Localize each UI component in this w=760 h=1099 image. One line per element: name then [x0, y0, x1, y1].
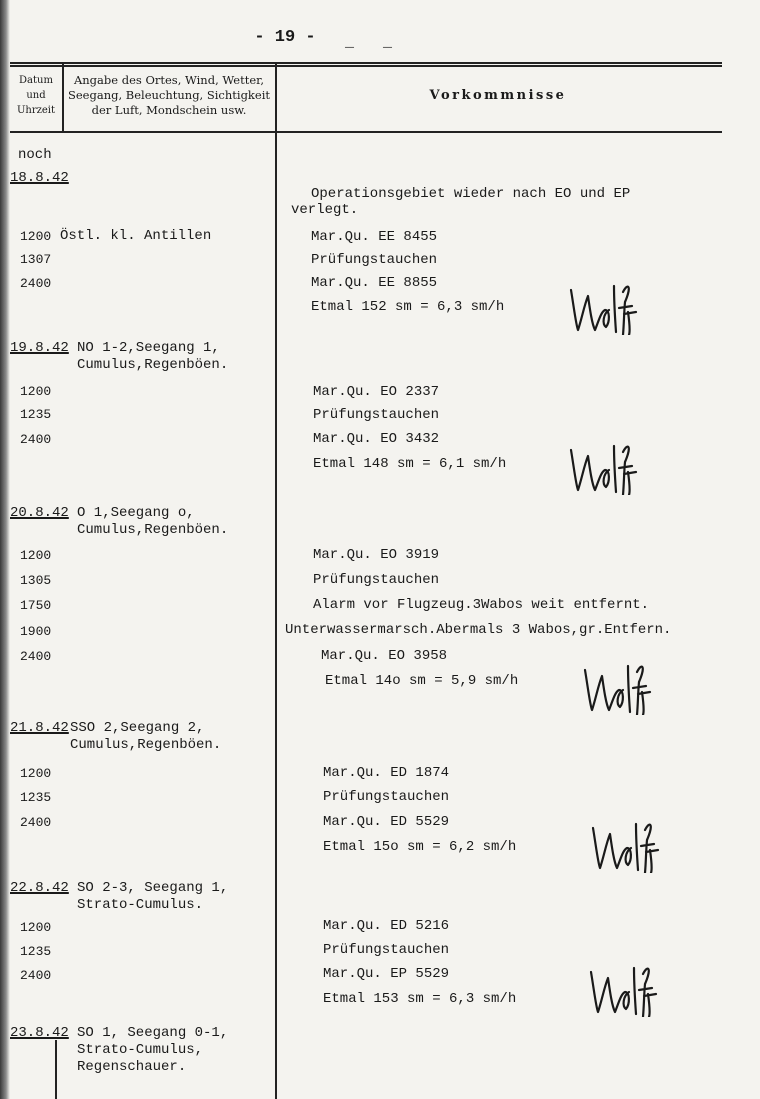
row-time: 1305: [20, 573, 52, 588]
entry-text: Prüfungstauchen: [313, 572, 440, 588]
signature-wolff: [590, 818, 662, 873]
entry-text: verlegt.: [291, 202, 359, 218]
row-time: 1200: [20, 384, 52, 399]
table-top-rule: [10, 62, 722, 64]
header-date-column: Datum und Uhrzeit: [16, 75, 56, 116]
entry-text: Mar.Qu. EO 2337: [313, 384, 440, 400]
entry-text: Mar.Qu. EP 5529: [323, 966, 450, 982]
entry-text: Mar.Qu. ED 5529: [323, 814, 450, 830]
row-time: 1200: [20, 920, 52, 935]
row-time: 1235: [20, 944, 52, 959]
table-top-rule-double: [10, 65, 722, 67]
entry-text: Mar.Qu. EO 3919: [313, 547, 440, 563]
entry-text: Prüfungstauchen: [313, 407, 440, 423]
day-date: 23.8.42: [10, 1025, 69, 1041]
entry-text: Mar.Qu. EO 3958: [321, 648, 448, 664]
page-number: - 19 -: [254, 28, 316, 47]
location-text: SO 2-3, Seegang 1, Strato-Cumulus.: [77, 880, 229, 913]
signature-wolff: [568, 440, 640, 495]
entry-text: Mar.Qu. EE 8855: [311, 275, 438, 291]
header-events-column: Vorkommnisse: [429, 88, 567, 103]
signature-wolff: [582, 660, 654, 715]
entry-text: Prüfungstauchen: [311, 252, 438, 268]
row-time: 2400: [20, 815, 52, 830]
entry-text: Etmal 152 sm = 6,3 sm/h: [311, 299, 505, 315]
location-text: SSO 2,Seegang 2, Cumulus,Regenböen.: [70, 720, 222, 753]
header-location-column: Angabe des Ortes, Wind, Wetter, Seegang, Beleuchtung, Sichtigkeit der Luft, Mondschein usw.: [67, 73, 271, 117]
entry-text: Mar.Qu. EO 3432: [313, 431, 440, 447]
entry-text: Mar.Qu. EE 8455: [311, 229, 438, 245]
entry-text: Etmal 15o sm = 6,2 sm/h: [323, 839, 517, 855]
entry-text: Operationsgebiet wieder nach EO und EP: [311, 186, 631, 202]
row-time: 2400: [20, 649, 52, 664]
row-time: 1900: [20, 624, 52, 639]
events-column-divider: [275, 62, 277, 1099]
entry-text: Unterwassermarsch.Abermals 3 Wabos,gr.Entfern.: [285, 622, 672, 638]
entry-text: Alarm vor Flugzeug.3Wabos weit entfernt.: [313, 597, 650, 613]
day-date: 19.8.42: [10, 340, 69, 356]
row-time: 1200: [20, 229, 52, 244]
dash-mark: _: [383, 34, 393, 51]
entry-text: Prüfungstauchen: [323, 789, 450, 805]
day-date: 22.8.42: [10, 880, 69, 896]
signature-wolff: [588, 962, 660, 1017]
row-time: 1750: [20, 598, 52, 613]
entry-text: Mar.Qu. ED 1874: [323, 765, 450, 781]
dash-mark: _: [345, 34, 355, 51]
row-location: Östl. kl. Antillen: [60, 228, 212, 244]
row-time: 1235: [20, 790, 52, 805]
entry-text: Mar.Qu. ED 5216: [323, 918, 450, 934]
row-time: 1307: [20, 252, 52, 267]
header-bottom-rule: [10, 131, 722, 133]
row-time: 1200: [20, 766, 52, 781]
entry-text: Prüfungstauchen: [323, 942, 450, 958]
row-time: 2400: [20, 276, 52, 291]
day-date: 20.8.42: [10, 505, 69, 521]
day-date: 21.8.42: [10, 720, 69, 736]
row-time: 2400: [20, 432, 52, 447]
continuation-label: noch: [18, 147, 52, 163]
margin-mark: [55, 1040, 57, 1099]
row-time: 1235: [20, 407, 52, 422]
day-date: 18.8.42: [10, 170, 69, 186]
location-text: O 1,Seegang o, Cumulus,Regenböen.: [77, 505, 229, 538]
location-text: SO 1, Seegang 0-1, Strato-Cumulus, Regenschauer.: [77, 1025, 229, 1075]
location-text: NO 1-2,Seegang 1, Cumulus,Regenböen.: [77, 340, 229, 373]
signature-wolff: [568, 280, 640, 335]
entry-text: Etmal 148 sm = 6,1 sm/h: [313, 456, 507, 472]
row-time: 1200: [20, 548, 52, 563]
entry-text: Etmal 153 sm = 6,3 sm/h: [323, 991, 517, 1007]
row-time: 2400: [20, 968, 52, 983]
entry-text: Etmal 14o sm = 5,9 sm/h: [325, 673, 519, 689]
binding-edge: [0, 0, 10, 1099]
